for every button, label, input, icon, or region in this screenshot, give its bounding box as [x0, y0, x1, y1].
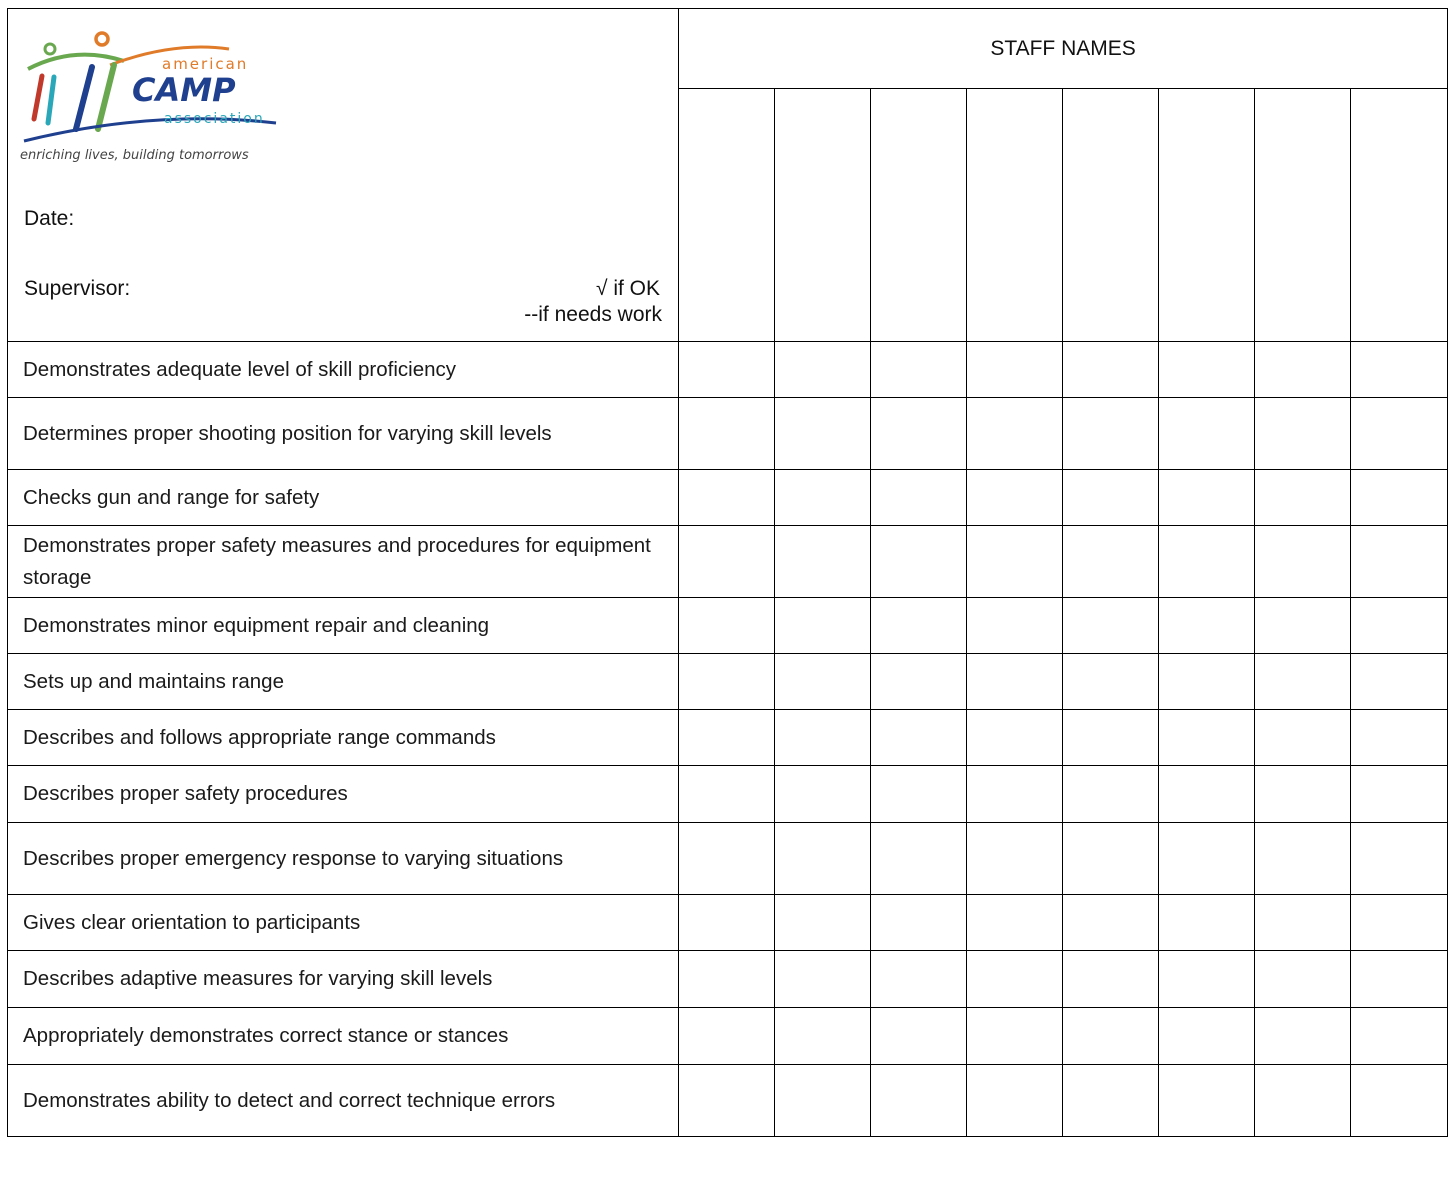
- check-cell[interactable]: [1063, 823, 1159, 895]
- check-cell[interactable]: [679, 823, 775, 895]
- check-cell[interactable]: [1063, 766, 1159, 823]
- check-cell[interactable]: [679, 1008, 775, 1065]
- criterion-row: [8, 1065, 1448, 1137]
- check-cell[interactable]: [775, 1008, 871, 1065]
- check-cell[interactable]: [1159, 1008, 1255, 1065]
- logo-text-american: american: [162, 55, 249, 73]
- check-cell[interactable]: [967, 526, 1063, 598]
- check-cell[interactable]: [1063, 710, 1159, 766]
- staff-name-cell[interactable]: [1159, 89, 1255, 342]
- staff-name-cell[interactable]: [775, 89, 871, 342]
- criterion-row: [8, 951, 1448, 1008]
- check-cell[interactable]: [1351, 895, 1448, 951]
- check-cell[interactable]: [967, 1008, 1063, 1065]
- check-cell[interactable]: [1159, 1065, 1255, 1137]
- check-cell[interactable]: [967, 766, 1063, 823]
- logo-text-camp: CAMP: [132, 71, 236, 109]
- check-cell[interactable]: [1351, 654, 1448, 710]
- check-cell[interactable]: [1159, 895, 1255, 951]
- criterion-row: [8, 526, 1448, 598]
- check-cell[interactable]: [775, 470, 871, 526]
- check-cell[interactable]: [1255, 710, 1351, 766]
- criterion-row: [8, 766, 1448, 823]
- check-cell[interactable]: [1255, 823, 1351, 895]
- criterion-row: [8, 470, 1448, 526]
- check-cell[interactable]: [775, 398, 871, 470]
- date-label: Date:: [24, 207, 75, 230]
- check-cell[interactable]: [871, 951, 967, 1008]
- criterion-row: [8, 342, 1448, 398]
- check-cell[interactable]: [871, 598, 967, 654]
- check-cell[interactable]: [871, 398, 967, 470]
- check-cell[interactable]: [679, 1065, 775, 1137]
- check-cell[interactable]: [1255, 895, 1351, 951]
- check-cell[interactable]: [1159, 342, 1255, 398]
- criterion-row: [8, 1008, 1448, 1065]
- check-cell[interactable]: [1159, 951, 1255, 1008]
- check-cell[interactable]: [1255, 598, 1351, 654]
- check-cell[interactable]: [1351, 1008, 1448, 1065]
- check-cell[interactable]: [1255, 951, 1351, 1008]
- check-cell[interactable]: [1351, 951, 1448, 1008]
- check-cell[interactable]: [871, 342, 967, 398]
- check-cell[interactable]: [1351, 526, 1448, 598]
- check-cell[interactable]: [679, 598, 775, 654]
- check-cell[interactable]: [967, 823, 1063, 895]
- logo-figure-head-green: [45, 44, 55, 54]
- check-cell[interactable]: [967, 470, 1063, 526]
- check-cell[interactable]: [1159, 470, 1255, 526]
- check-cell[interactable]: [1351, 598, 1448, 654]
- criterion-label: Demonstrates ability to detect and correct technique errors: [8, 1065, 679, 1137]
- check-cell[interactable]: [967, 710, 1063, 766]
- logo-figure-body-red: [34, 76, 42, 119]
- logo-tagline: enriching lives, building tomorrows: [20, 148, 249, 163]
- check-cell[interactable]: [871, 766, 967, 823]
- check-cell[interactable]: [775, 766, 871, 823]
- supervisor-label: Supervisor:: [24, 277, 131, 300]
- check-cell[interactable]: [1063, 598, 1159, 654]
- criterion-label: Determines proper shooting position for varying skill levels: [8, 398, 679, 470]
- check-cell[interactable]: [871, 470, 967, 526]
- check-cell[interactable]: [1159, 766, 1255, 823]
- check-cell[interactable]: [679, 710, 775, 766]
- check-cell[interactable]: [1159, 598, 1255, 654]
- check-cell[interactable]: [1255, 766, 1351, 823]
- check-cell[interactable]: [1063, 526, 1159, 598]
- check-cell[interactable]: [967, 342, 1063, 398]
- check-cell[interactable]: [679, 398, 775, 470]
- check-cell[interactable]: [1159, 526, 1255, 598]
- criterion-label: Demonstrates proper safety measures and procedures for equipment storage: [8, 526, 679, 598]
- criterion-label: Describes adaptive measures for varying skill levels: [8, 951, 679, 1008]
- check-cell[interactable]: [1159, 823, 1255, 895]
- check-cell[interactable]: [1351, 470, 1448, 526]
- check-cell[interactable]: [1351, 398, 1448, 470]
- check-cell[interactable]: [871, 1065, 967, 1137]
- check-cell[interactable]: [871, 710, 967, 766]
- check-cell[interactable]: [679, 895, 775, 951]
- check-cell[interactable]: [1159, 398, 1255, 470]
- check-cell[interactable]: [1351, 1065, 1448, 1137]
- check-cell[interactable]: [679, 951, 775, 1008]
- staff-name-cell[interactable]: [871, 89, 967, 342]
- logo-figure-body-blue: [76, 67, 92, 129]
- evaluation-sheet: [7, 8, 1447, 1188]
- check-cell[interactable]: [775, 654, 871, 710]
- criterion-label: Describes proper safety procedures: [8, 766, 679, 823]
- check-cell[interactable]: [1063, 398, 1159, 470]
- skills-checklist-table: [7, 8, 1448, 1137]
- criterion-label: Describes proper emergency response to varying situations: [8, 823, 679, 895]
- criterion-row: [8, 598, 1448, 654]
- criterion-label: Gives clear orientation to participants: [8, 895, 679, 951]
- check-cell[interactable]: [775, 1065, 871, 1137]
- criterion-label: Demonstrates minor equipment repair and cleaning: [8, 598, 679, 654]
- check-cell[interactable]: [1351, 823, 1448, 895]
- check-cell[interactable]: [871, 895, 967, 951]
- check-cell[interactable]: [1255, 470, 1351, 526]
- check-cell[interactable]: [1063, 342, 1159, 398]
- criterion-label: Demonstrates adequate level of skill proficiency: [8, 342, 679, 398]
- check-cell[interactable]: [1255, 342, 1351, 398]
- logo-figure-head-orange: [96, 33, 108, 45]
- criterion-label: Appropriately demonstrates correct stance or stances: [8, 1008, 679, 1065]
- legend-needs-work: --if needs work: [524, 303, 662, 326]
- check-cell[interactable]: [871, 654, 967, 710]
- check-cell[interactable]: [1063, 470, 1159, 526]
- check-cell[interactable]: [775, 710, 871, 766]
- check-cell[interactable]: [871, 526, 967, 598]
- check-cell[interactable]: [775, 342, 871, 398]
- criterion-label: Sets up and maintains range: [8, 654, 679, 710]
- logo-text-association: association: [164, 111, 265, 127]
- staff-name-cell[interactable]: [1351, 89, 1448, 342]
- check-cell[interactable]: [679, 470, 775, 526]
- staff-name-cell[interactable]: [679, 89, 775, 342]
- check-cell[interactable]: [679, 342, 775, 398]
- criterion-row: [8, 398, 1448, 470]
- check-cell[interactable]: [775, 951, 871, 1008]
- check-cell[interactable]: [1255, 526, 1351, 598]
- check-cell[interactable]: [1255, 1008, 1351, 1065]
- check-cell[interactable]: [1351, 710, 1448, 766]
- criterion-label: Checks gun and range for safety: [8, 470, 679, 526]
- check-cell[interactable]: [1351, 766, 1448, 823]
- check-cell[interactable]: [679, 766, 775, 823]
- check-cell[interactable]: [967, 398, 1063, 470]
- check-cell[interactable]: [967, 598, 1063, 654]
- check-cell[interactable]: [871, 1008, 967, 1065]
- legend-ok: √ if OK: [595, 277, 660, 300]
- logo-arc-green: [28, 55, 124, 69]
- check-cell[interactable]: [1351, 342, 1448, 398]
- check-cell[interactable]: [1255, 654, 1351, 710]
- check-cell[interactable]: [1063, 1008, 1159, 1065]
- check-cell[interactable]: [967, 654, 1063, 710]
- check-cell[interactable]: [1159, 654, 1255, 710]
- criterion-row: [8, 895, 1448, 951]
- check-cell[interactable]: [1063, 951, 1159, 1008]
- check-cell[interactable]: [967, 951, 1063, 1008]
- check-cell[interactable]: [775, 526, 871, 598]
- american-camp-association-logo: [14, 31, 284, 171]
- check-cell[interactable]: [1255, 398, 1351, 470]
- logo-figure-body-green: [98, 65, 114, 129]
- staff-name-cell[interactable]: [967, 89, 1063, 342]
- criterion-row: [8, 654, 1448, 710]
- check-cell[interactable]: [775, 823, 871, 895]
- check-cell[interactable]: [967, 1065, 1063, 1137]
- check-cell[interactable]: [871, 823, 967, 895]
- check-cell[interactable]: [1063, 1065, 1159, 1137]
- check-cell[interactable]: [1063, 654, 1159, 710]
- logo-figure-body-teal: [48, 77, 54, 123]
- header-info-cell: [8, 9, 679, 342]
- check-cell[interactable]: [1255, 1065, 1351, 1137]
- criterion-label: Describes and follows appropriate range commands: [8, 710, 679, 766]
- check-cell[interactable]: [775, 895, 871, 951]
- check-cell[interactable]: [967, 895, 1063, 951]
- check-cell[interactable]: [775, 598, 871, 654]
- check-cell[interactable]: [679, 526, 775, 598]
- criterion-row: [8, 823, 1448, 895]
- staff-name-cell[interactable]: [1255, 89, 1351, 342]
- check-cell[interactable]: [1159, 710, 1255, 766]
- check-cell[interactable]: [679, 654, 775, 710]
- check-cell[interactable]: [1063, 895, 1159, 951]
- staff-name-cell[interactable]: [1063, 89, 1159, 342]
- staff-names-header: STAFF NAMES: [679, 9, 1448, 89]
- criterion-row: [8, 710, 1448, 766]
